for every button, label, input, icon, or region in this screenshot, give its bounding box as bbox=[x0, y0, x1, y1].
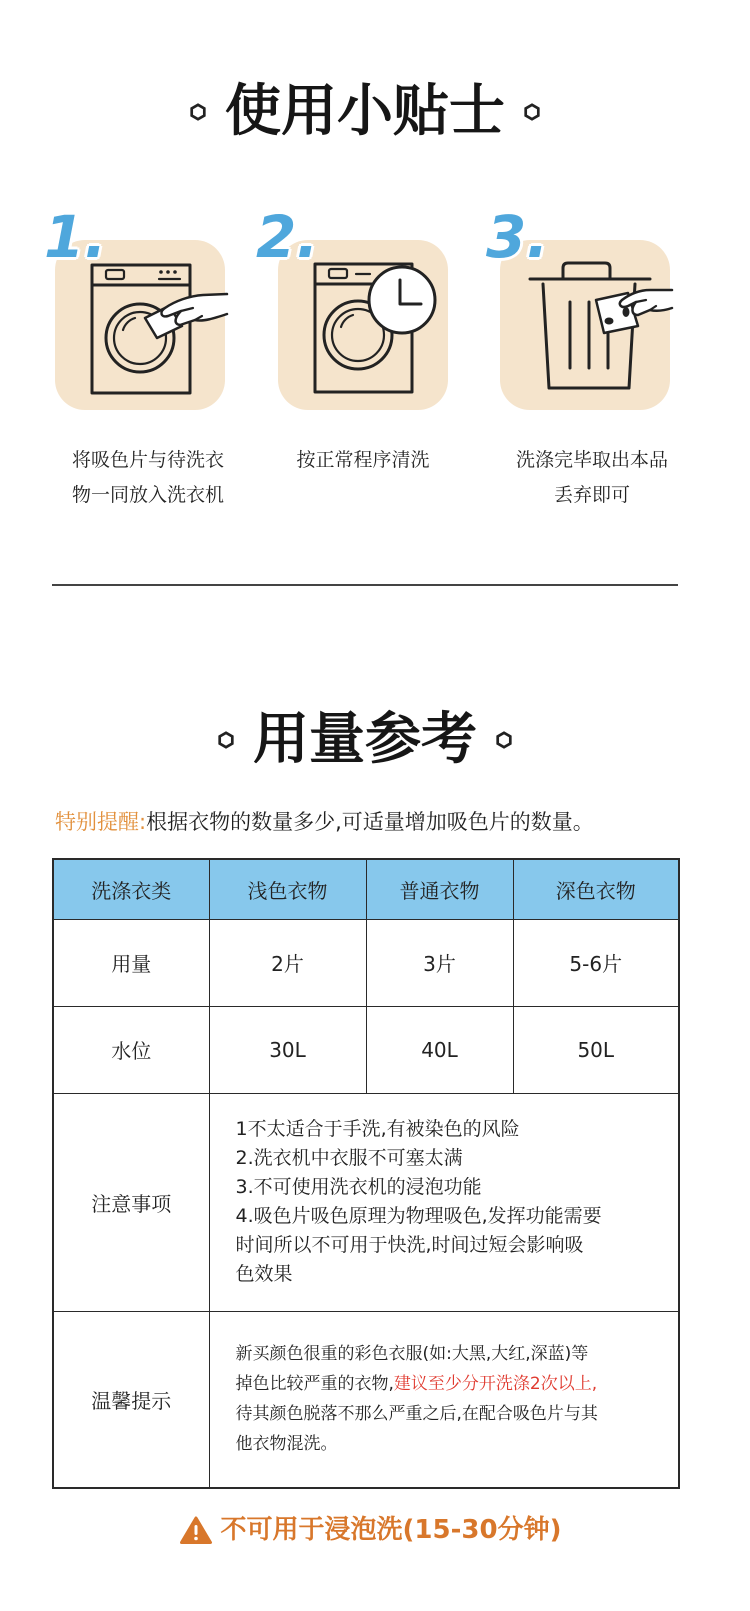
notes-line: 色效果 bbox=[235, 1263, 293, 1285]
table-cell: 50L bbox=[513, 1006, 679, 1093]
table-cell: 2片 bbox=[209, 919, 366, 1006]
special-reminder bbox=[55, 808, 695, 836]
row-label: 水位 bbox=[53, 1006, 209, 1093]
table-row-warm-tips bbox=[53, 1311, 679, 1488]
table-row-dosage bbox=[53, 919, 679, 1006]
section-divider bbox=[52, 584, 678, 586]
notes-line: 4.吸色片吸色原理为物理吸色,发挥功能需要 bbox=[235, 1205, 602, 1227]
table-cell: 3片 bbox=[366, 919, 513, 1006]
header-cell-dark: 深色衣物 bbox=[513, 859, 679, 919]
warning-text: 不可用于浸泡洗(15-30分钟) bbox=[220, 1515, 562, 1545]
header-cell-light: 浅色衣物 bbox=[209, 859, 366, 919]
row-label: 注意事项 bbox=[53, 1093, 209, 1311]
reminder-text: 根据衣物的数量多少,可适量增加吸色片的数量。 bbox=[146, 810, 594, 834]
warning-triangle-icon bbox=[179, 1515, 213, 1545]
table-row-notes bbox=[53, 1093, 679, 1311]
reminder-label: 特别提醒: bbox=[55, 810, 147, 834]
step-2-caption bbox=[255, 443, 471, 478]
page-title: 使用小贴士 bbox=[225, 79, 505, 144]
tips-line-text: 他衣物混洗。 bbox=[235, 1434, 338, 1455]
hexagon-bullet-icon bbox=[189, 103, 207, 121]
tips-line-text: 新买颜色很重的彩色衣服(如:大黑,大红,深蓝)等 bbox=[235, 1344, 589, 1365]
table-cell: 30L bbox=[209, 1006, 366, 1093]
notes-line: 1不太适合于手洗,有被染色的风险 bbox=[235, 1118, 520, 1140]
header-cell-normal: 普通衣物 bbox=[366, 859, 513, 919]
row-label: 温馨提示 bbox=[53, 1311, 209, 1488]
notes-line: 3.不可使用洗衣机的浸泡功能 bbox=[235, 1176, 482, 1198]
notes-line: 2.洗衣机中衣服不可塞太满 bbox=[235, 1147, 463, 1169]
caption-line: 物一同放入洗衣机 bbox=[71, 484, 224, 506]
table-cell: 40L bbox=[366, 1006, 513, 1093]
tips-section-title bbox=[0, 76, 730, 148]
tips-line bbox=[236, 1369, 679, 1399]
tips-line bbox=[236, 1429, 679, 1459]
section-title-text: 用量参考 bbox=[253, 707, 477, 772]
tips-highlight-text: 建议至少分开洗涤2次以上, bbox=[393, 1374, 598, 1395]
caption-line: 按正常程序清洗 bbox=[296, 449, 430, 471]
row-label: 用量 bbox=[53, 919, 209, 1006]
step-2-number: 2. bbox=[256, 203, 319, 271]
step-1-number: 1. bbox=[44, 203, 107, 271]
step-1-caption bbox=[40, 443, 256, 513]
table-header-row bbox=[53, 859, 679, 919]
header-cell-category: 洗涤衣类 bbox=[53, 859, 209, 919]
hexagon-bullet-icon bbox=[217, 731, 235, 749]
caption-line: 洗涤完毕取出本品 bbox=[515, 449, 668, 471]
tips-line bbox=[236, 1399, 679, 1429]
table-cell: 5-6片 bbox=[513, 919, 679, 1006]
caption-line: 将吸色片与待洗衣 bbox=[71, 449, 224, 471]
usage-section-title bbox=[0, 704, 730, 776]
table-row-water-level bbox=[53, 1006, 679, 1093]
soak-warning bbox=[0, 1510, 740, 1550]
tips-line bbox=[236, 1339, 679, 1369]
tips-line-text: 掉色比较严重的衣物, bbox=[235, 1374, 394, 1395]
usage-table bbox=[52, 858, 680, 1489]
clock-icon bbox=[369, 267, 435, 333]
step-3-number: 3. bbox=[486, 203, 549, 271]
warm-tips-cell bbox=[209, 1311, 679, 1488]
caption-line: 丢弃即可 bbox=[553, 484, 630, 506]
hexagon-bullet-icon bbox=[495, 731, 513, 749]
step-3-caption bbox=[484, 443, 700, 513]
tips-line-text: 待其颜色脱落不那么严重之后,在配合吸色片与其 bbox=[235, 1404, 598, 1425]
notes-cell bbox=[209, 1093, 679, 1311]
hexagon-bullet-icon bbox=[523, 103, 541, 121]
notes-line: 时间所以不可用于快洗,时间过短会影响吸 bbox=[235, 1234, 584, 1256]
